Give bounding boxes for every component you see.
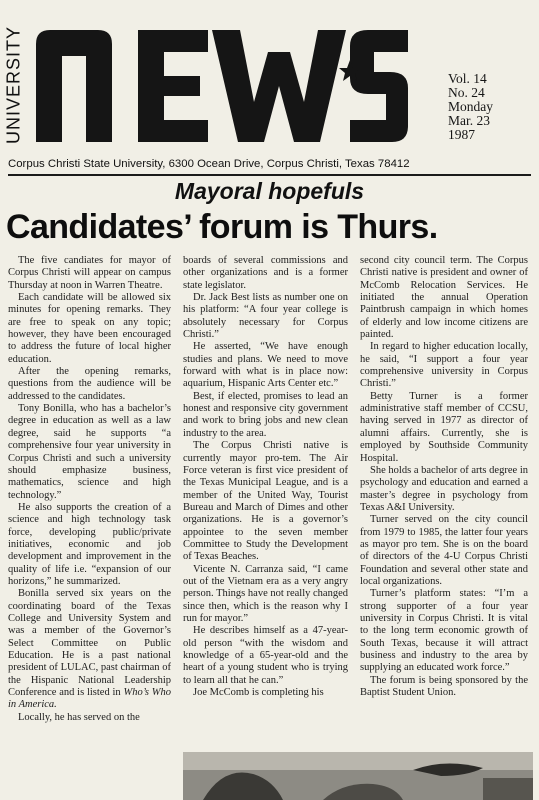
italic-title: Who’s Who in America.	[8, 687, 172, 711]
logo-letter-n	[36, 30, 112, 142]
paragraph: He also supports the creation of a science and high technology task force, developing public/private initiatives, economic and job development and improvement in the quality of life i.e. “expansion of our horizons,” he summarized.	[8, 501, 171, 587]
issue-date: Mar. 23	[448, 113, 490, 128]
news-logo	[28, 24, 408, 146]
bottom-photograph	[183, 752, 533, 800]
paragraph: She holds a bachelor of arts degree in psychology and education and earned a master’s degree in psychology from Texas A&I University.	[360, 464, 528, 513]
kicker: Mayoral hopefuls	[174, 178, 365, 204]
logo-letter-e	[138, 30, 208, 142]
article-column-2	[183, 255, 348, 699]
paragraph: Turner’s platform states: “I’m a strong supporter of a four year university in Corpus Christi. It is vital to the long term economic growth of South Texas, because it will attract business and industry to the area by supplying an educated work force.”	[360, 588, 528, 674]
article-column-3	[360, 255, 528, 699]
article-column-1	[8, 255, 171, 724]
issue-number: No. 24	[448, 85, 485, 100]
masthead-side-label	[4, 26, 24, 144]
paragraph: Dr. Jack Best lists as number one on his platform: “A four year college is absolutely necessary for Corpus Christi.”	[183, 292, 348, 341]
headline: Candidates’ forum is Thurs.	[6, 208, 438, 246]
paragraph: The Corpus Christi native is currently mayor pro-tem. The Air Force veteran is first vice president of the Texas Municipal League, and is a member of the United Way, Tourist Bureau and March of Dimes and other organizations. He is a governor’s appointee to the seven member Committee to Study the Development of Texas Beaches.	[183, 440, 348, 563]
university-label: UNIVERSITY	[3, 25, 24, 145]
paragraph: The forum is being sponsored by the Baptist Student Union.	[360, 674, 528, 699]
masthead-rule	[8, 174, 531, 176]
paragraph: Joe McComb is completing his	[193, 687, 324, 699]
paragraph: boards of several commissions and other organizations and is a former state legislator.	[183, 255, 348, 291]
paragraph: Locally, he has served on the	[18, 711, 140, 723]
paragraph: Tony Bonilla, who has a bachelor’s degree in education as well as a law degree, said he supports “a comprehensive four year university in Corpus Christi and such a university should emphasize business, mathematics, science and high technology.”	[8, 403, 171, 501]
paragraph: The five candiates for mayor of Corpus Christi will appear on campus Thursday at noon in Warren Theatre.	[8, 255, 171, 291]
volume: Vol. 14	[448, 71, 487, 86]
paragraph: Turner served on the city council from 1979 to 1985, the latter four years as mayor pro tem. She is on the board of directors of the 4-U Corpus Christi Foundation and several other state and local organizations.	[360, 514, 528, 587]
paragraph: In regard to higher education locally, he said, “I support a four year comprehensive university in Corpus Christi.”	[360, 341, 528, 390]
paragraph: He describes himself as a 47-year-old person “with the wisdom and knowledge of a 65-year-old and the heart of a young student who is trying to learn all that he can.”	[183, 625, 348, 686]
logo-letter-w	[212, 30, 346, 142]
paragraph: second city council term. The Corpus Christi native is president and owner of McComb Relocation Services. He initiated the annual Operation Paintbrush campaign in which homes of elderly and low income citizens are painted.	[360, 255, 528, 341]
issue-info	[448, 72, 538, 142]
issue-year: 1987	[448, 127, 475, 142]
paragraph: Betty Turner is a former administrative staff member of CCSU, having served in 1977 as director of alumni affairs. Currently, she is employed by Southside Community Hospital.	[360, 390, 528, 464]
paragraph: Best, if elected, promises to lead an honest and responsive city government and work to bring jobs and new clean industry to the area.	[183, 390, 348, 439]
university-address: Corpus Christi State University, 6300 Ocean Drive, Corpus Christi, Texas 78412	[8, 158, 410, 170]
paragraph: After the opening remarks, questions from the audience will be addressed to the candidates.	[8, 366, 171, 402]
paragraph: Bonilla served six years on the coordinating board of the Texas College and University System and was a member of the Governor’s Select Committee on Public Education. He is a past national president of LULAC, past chairman of the Hispanic National Leadership Conference and is listed in Who’s Who in America.	[8, 588, 172, 711]
weekday: Monday	[448, 99, 493, 114]
logo-letter-s	[350, 30, 408, 142]
paragraph: He asserted, “We have enough studies and plans. We need to move forward with what is in place now: aquarium, Hispanic Arts Center etc.”	[183, 341, 348, 390]
paragraph: Each candidate will be allowed six minutes for opening remarks. They are free to speak on any topic; however, they have been encouraged to address the future of local higher education.	[8, 292, 171, 365]
paragraph: Vicente N. Carranza said, “I came out of the Vietnam era as a very angry person. Things have not really changed since then, which is the reason why I run for mayor.”	[183, 563, 348, 624]
